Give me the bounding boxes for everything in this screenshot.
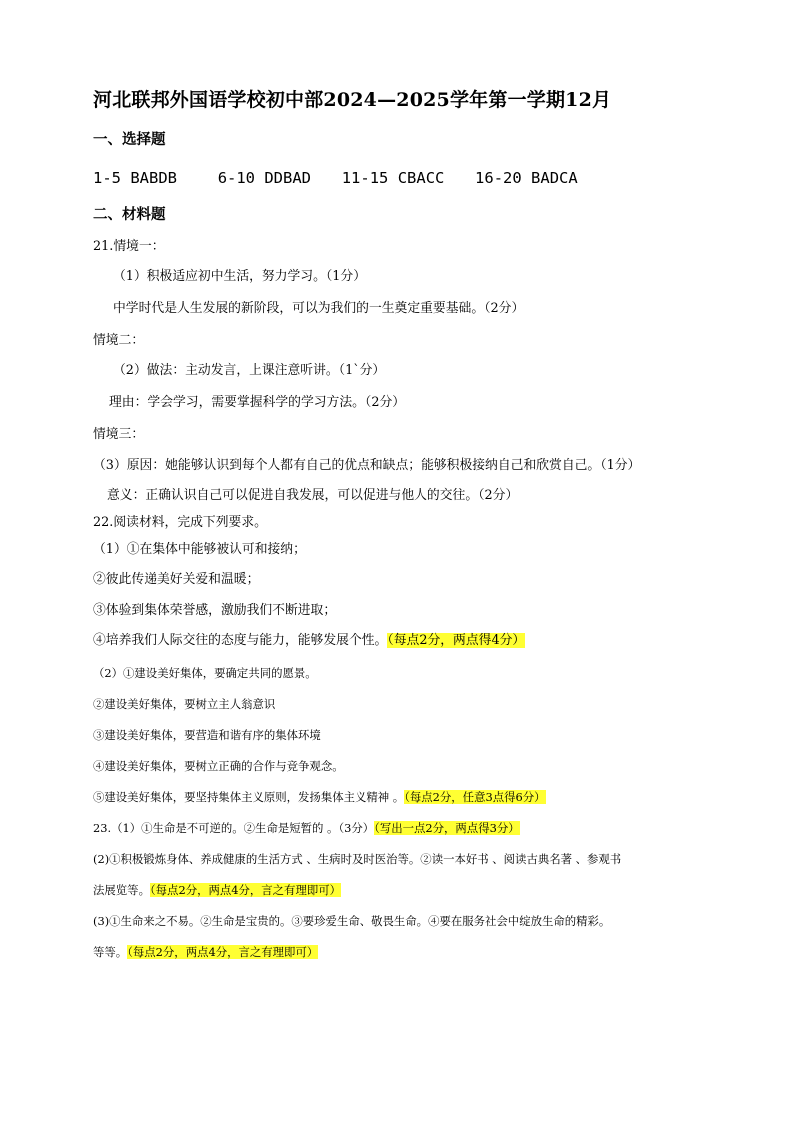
q22-part2-point2: ②建设美好集体，要树立主人翁意识 [93,697,276,711]
q21-scenario3-label: 情境三： [93,427,145,442]
q23-part1: 23.（1）①生命是不可逆的。②生命是短暂的 。（3分） [93,821,375,835]
section-heading-choice: 一、选择题 [93,131,166,148]
q22-part1-point4-line [93,634,525,649]
q21-scenario2-label: 情境二： [93,333,145,348]
q21-item1: （1）积极适应初中生活，努力学习。（1分） [113,269,367,284]
q22-part2-point1: （2）①建设美好集体，要确定共同的愿景。 [93,666,317,680]
q22-part2-point5: ⑤建设美好集体，要坚持集体主义原则，发扬集体主义精神 。 [93,790,405,804]
answer-group-1: 1-5 BABDB [93,169,177,187]
q23-part2-scoring-note: （每点2分，两点4分，言之有理即可） [149,883,342,897]
q23-part3-line2 [93,946,318,959]
q21-item3-meaning: 意义：正确认识自己可以促进自我发展，可以促进与他人的交往。（2分） [107,488,519,503]
answer-group-4: 16-20 BADCA [475,169,578,187]
q21-item3: （3）原因：她能够认识到每个人都有自己的优点和缺点；能够积极接纳自己和欣赏自己。（1分） [93,458,641,473]
q23-part3-tail: 等等。 [93,945,128,959]
q23-part2-line2 [93,884,341,897]
answer-group-2: 6-10 DDBAD [217,169,312,187]
q22-part2-point5-line [93,791,546,804]
q21-item2-reason: 理由：学会学习，需要掌握科学的学习方法。（2分） [109,395,406,410]
answer-group-3: 11-15 CBACC [341,169,445,187]
q22-part1-scoring-note: （每点2分，两点得4分） [387,633,526,648]
q22-part1-point2: ②彼此传递美好关爱和温暖； [93,572,260,587]
section-heading-material: 二、材料题 [93,206,166,223]
q21-item1-detail: 中学时代是人生发展的新阶段，可以为我们的一生奠定重要基础。（2分） [113,301,525,316]
q23-part1-line [93,822,520,835]
q22-part1-point3: ③体验到集体荣誉感，激励我们不断进取； [93,603,337,618]
q22-part1-point4: ④培养我们人际交往的态度与能力，能够发展个性。 [93,633,388,648]
q22-part2-point3: ③建设美好集体，要营造和谐有序的集体环境 [93,728,321,742]
q23-part2-tail: 法展览等。 [93,883,150,897]
q22-part2-scoring-note: （每点2分，任意3点得6分） [404,790,546,804]
q22-part2-point4: ④建设美好集体，要树立正确的合作与竞争观念。 [93,759,344,773]
q21-item2: （2）做法：主动发言，上课注意听讲。（1`分） [113,363,386,378]
q23-part3-line1: (3)①生命来之不易。②生命是宝贵的。③要珍爱生命、敬畏生命。④要在服务社会中绽放生命的精彩。 [93,914,611,928]
page-title: 河北联邦外国语学校初中部2024—2025学年第一学期12月 [93,89,612,111]
q22-heading: 22.阅读材料，完成下列要求。 [93,515,267,530]
q23-part2-line1: (2)①积极锻炼身体、养成健康的生活方式 、生病时及时医治等。②读一本好书 、阅读古典名著 、参观书 [93,852,622,866]
q23-part1-scoring-note: （写出一点2分，两点得3分） [374,821,520,835]
q23-part3-scoring-note: （每点2分，两点4分，言之有理即可） [127,945,319,959]
q21-scenario1-label: 21.情境一： [93,239,165,254]
choice-answers-line [93,170,578,188]
q22-part1-point1: （1）①在集体中能够被认可和接纳； [93,542,306,557]
